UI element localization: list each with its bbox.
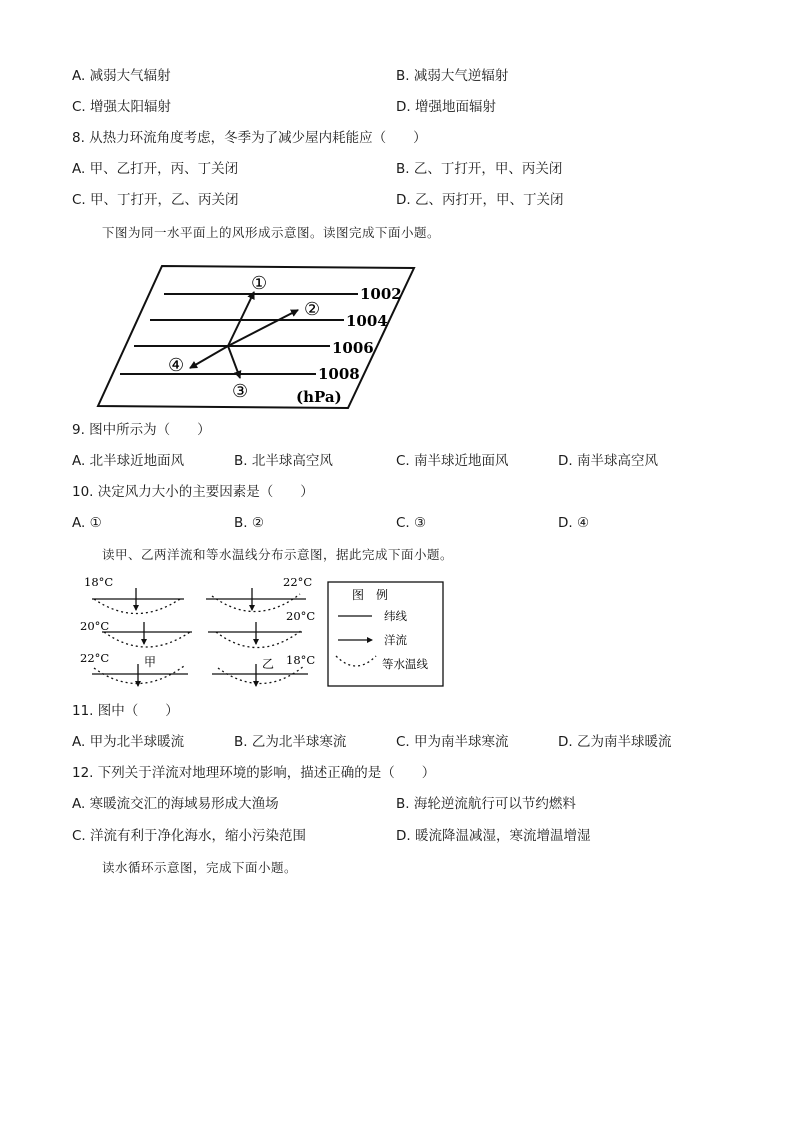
yi-current-group <box>206 588 308 686</box>
legend-item-latitude: 纬线 <box>384 609 407 623</box>
q11-option-c: C. 甲为南半球寒流 <box>396 734 509 750</box>
legend-isotherm-curve <box>336 656 376 666</box>
q12-option-d: D. 暖流降温减湿，寒流增温增湿 <box>396 828 591 844</box>
wind-figure-intro: 下图为同一水平面上的风形成示意图。读图完成下面小题。 <box>102 225 441 240</box>
q11-option-a: A. 甲为北半球暖流 <box>72 734 185 750</box>
q9-option-a: A. 北半球近地面风 <box>72 453 185 469</box>
isobar-label-1002: 1002 <box>360 285 402 303</box>
q8-option-d: D. 乙、丙打开，甲、丁关闭 <box>396 192 564 208</box>
q8-option-a: A. 甲、乙打开，丙、丁关闭 <box>72 161 239 177</box>
jia-temp-2: 20°C <box>80 619 110 633</box>
isobar-label-1006: 1006 <box>332 339 374 357</box>
ocean-current-diagram <box>80 572 450 698</box>
jia-temp-3: 22°C <box>80 651 110 665</box>
marker-3: ③ <box>232 381 249 402</box>
q11-option-b: B. 乙为北半球寒流 <box>234 734 347 750</box>
q10-stem: 10. 决定风力大小的主要因素是（ ） <box>72 484 314 500</box>
marker-2: ② <box>304 299 321 320</box>
arrow-2 <box>228 310 298 346</box>
marker-1: ① <box>251 273 268 294</box>
isobar-label-1004: 1004 <box>346 312 388 330</box>
yi-temp-1: 22°C <box>283 575 313 589</box>
q11-option-d: D. 乙为南半球暖流 <box>558 734 672 750</box>
jia-label: 甲 <box>144 655 157 669</box>
q7-option-c: C. 增强太阳辐射 <box>72 99 172 115</box>
legend-item-isotherm: 等水温线 <box>382 657 428 671</box>
q7-option-a: A. 减弱大气辐射 <box>72 68 171 84</box>
q7-option-b: B. 减弱大气逆辐射 <box>396 68 509 84</box>
jia-current-group <box>92 588 192 686</box>
q8-option-b: B. 乙、丁打开，甲、丙关闭 <box>396 161 563 177</box>
legend-item-current: 洋流 <box>384 633 407 647</box>
q12-option-a: A. 寒暖流交汇的海域易形成大渔场 <box>72 796 279 812</box>
arrow-4 <box>190 346 228 368</box>
wind-formation-diagram <box>96 262 420 412</box>
unit-label: (hPa) <box>296 388 342 406</box>
q10-option-a: A. ① <box>72 515 102 531</box>
q9-option-d: D. 南半球高空风 <box>558 453 658 469</box>
yi-temp-3: 18°C <box>286 653 316 667</box>
current-figure-intro: 读甲、乙两洋流和等水温线分布示意图，据此完成下面小题。 <box>102 547 454 562</box>
q12-stem: 12. 下列关于洋流对地理环境的影响，描述正确的是（ ） <box>72 765 436 781</box>
q10-option-b: B. ② <box>234 515 264 531</box>
q10-option-d: D. ④ <box>558 515 590 531</box>
isobar-label-1008: 1008 <box>318 365 360 383</box>
water-cycle-intro: 读水循环示意图，完成下面小题。 <box>102 860 298 875</box>
yi-label: 乙 <box>262 657 275 671</box>
jia-temp-1: 18°C <box>84 575 114 589</box>
q9-option-c: C. 南半球近地面风 <box>396 453 509 469</box>
marker-4: ④ <box>168 355 185 376</box>
q8-option-c: C. 甲、丁打开，乙、丙关闭 <box>72 192 239 208</box>
q9-stem: 9. 图中所示为（ ） <box>72 422 211 438</box>
yi-temp-2: 20°C <box>286 609 316 623</box>
q7-option-d: D. 增强地面辐射 <box>396 99 496 115</box>
q12-option-b: B. 海轮逆流航行可以节约燃料 <box>396 796 576 812</box>
q12-option-c: C. 洋流有利于净化海水，缩小污染范围 <box>72 828 307 844</box>
q11-stem: 11. 图中（ ） <box>72 703 179 719</box>
q8-stem: 8. 从热力环流角度考虑，冬季为了减少屋内耗能应（ ） <box>72 130 427 146</box>
legend-title: 图 例 <box>352 588 389 602</box>
q9-option-b: B. 北半球高空风 <box>234 453 333 469</box>
q10-option-c: C. ③ <box>396 515 427 531</box>
